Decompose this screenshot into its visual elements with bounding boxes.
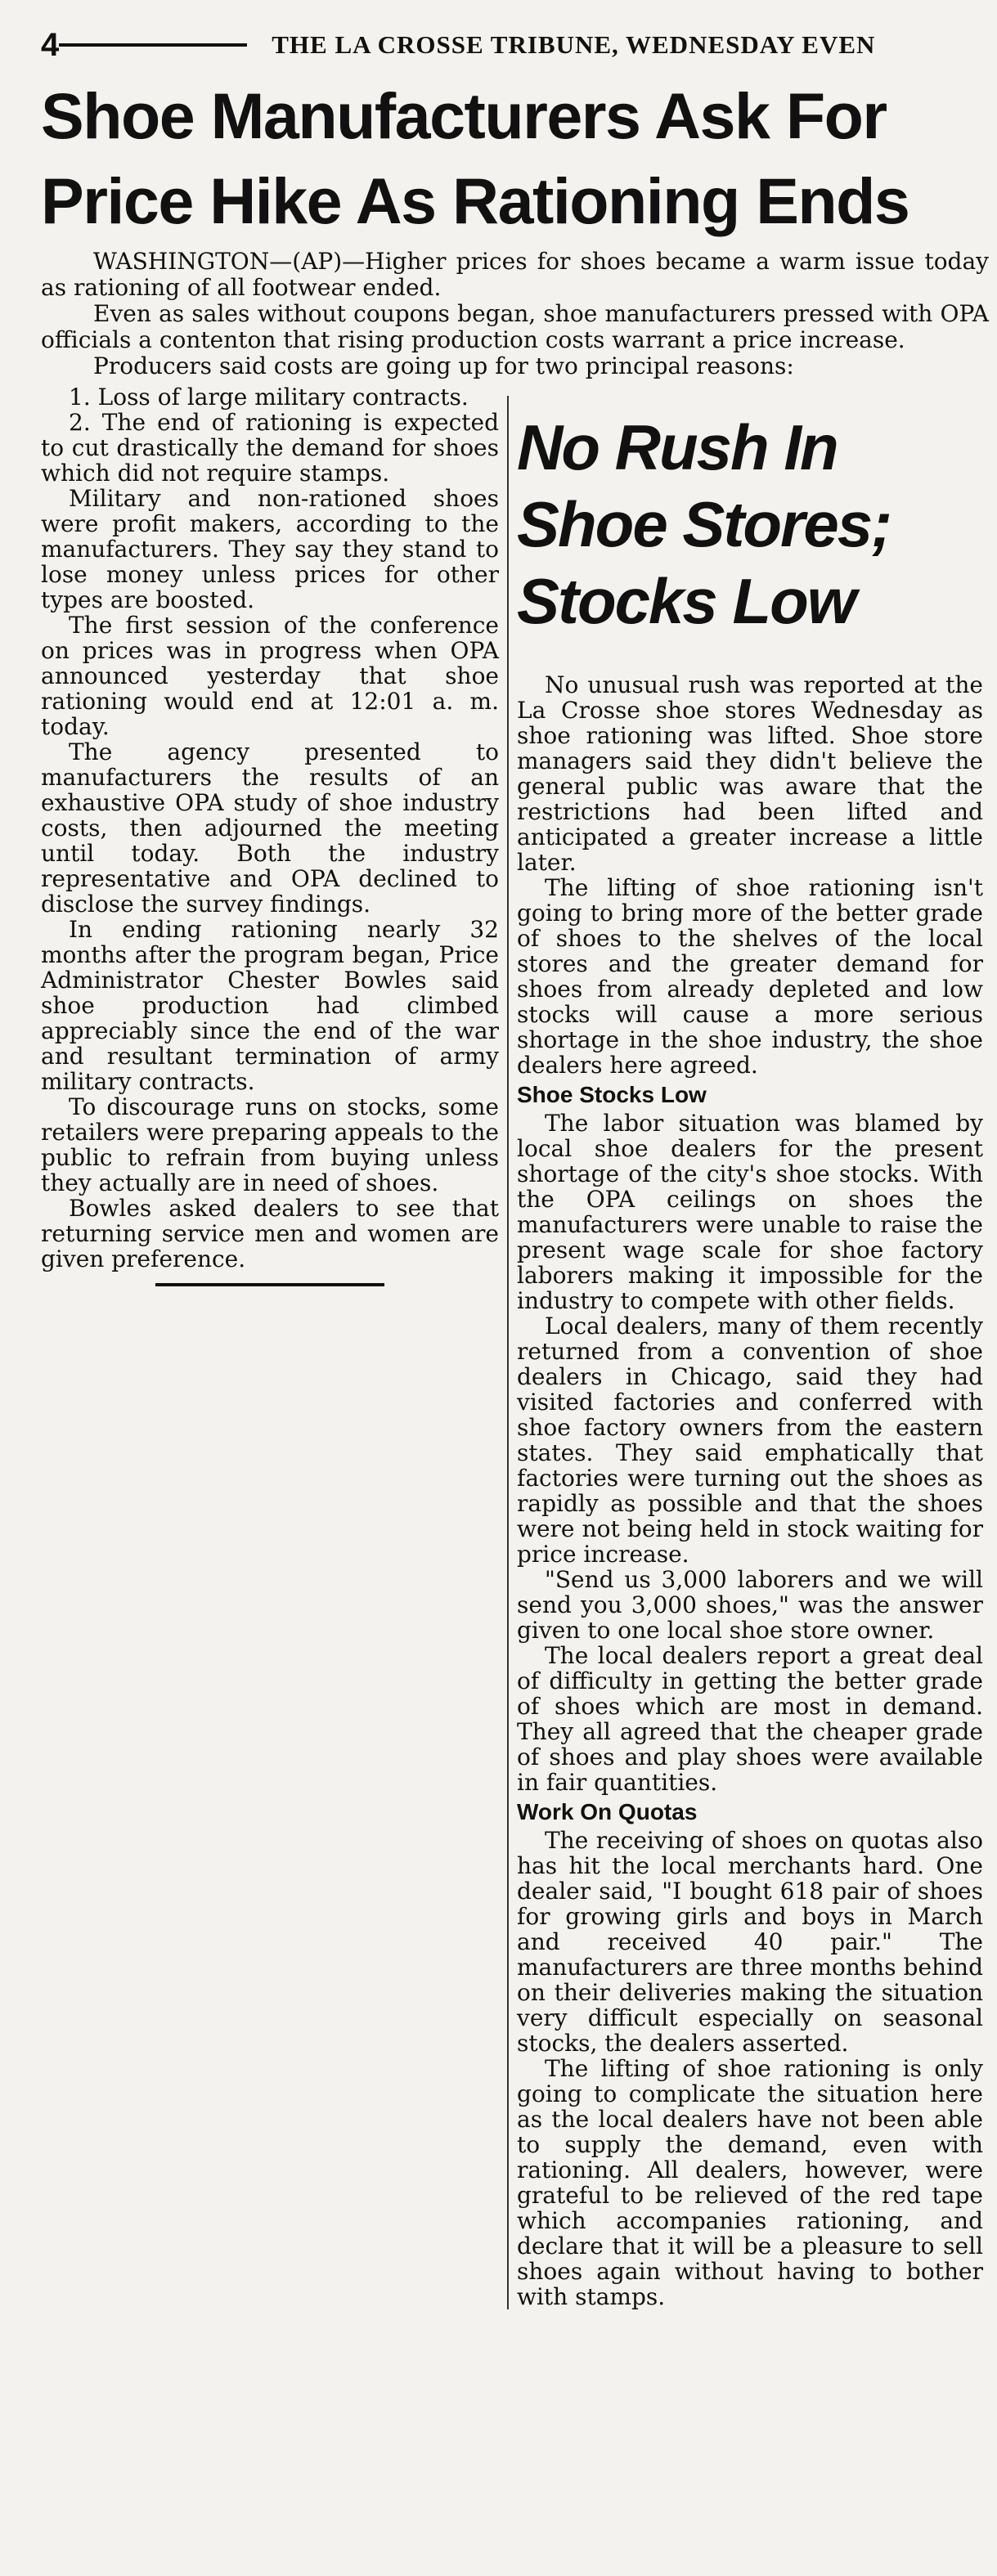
- right-paragraph: Local dealers, many of them recently returned from a convention of shoe dealers in Chicago, said they had visited factories and conferred with shoe factory owners from the eastern states. They said emphatically that factories were turning out the shoes as rapidly as possible and that the shoes were not being held in stock waiting for price increase.: [517, 1313, 983, 1568]
- lead-paragraphs: [41, 249, 989, 379]
- left-paragraph: 2. The end of rationing is expected to cut drastically the demand for shoes which did not require stamps.: [41, 409, 499, 487]
- right-paragraph: The local dealers report a great deal of difficulty in getting the better grade of shoes which are most in demand. They all agreed that the cheaper grade of shoes and play shoes were available in fair quantities.: [517, 1642, 983, 1796]
- right-paragraph: The receiving of shoes on quotas also has hit the local merchants hard. One dealer said, "I bought 618 pair of shoes for growing girls and boys in March and received 40 pair." The manufacturers are three months behind on their deliveries making the situation very difficult especially on seasonal stocks, the dealers asserted.: [517, 1827, 983, 2057]
- right-column: [517, 384, 983, 2309]
- main-headline-line2: Price Hike As Rationing Ends: [41, 164, 909, 237]
- left-column: [41, 384, 499, 2309]
- right-paragraph: "Send us 3,000 laborers and we will send you 3,000 shoes," was the answer given to one local shoe store owner.: [517, 1566, 983, 1644]
- right-paragraph: No unusual rush was reported at the La Crosse shoe stores Wednesday as shoe rationing was lifted. Shoe store managers said they didn't believe the general public was aware that the restrictions had been lifted and anticipated a greater increase a little later.: [517, 671, 983, 876]
- masthead-rule: [59, 43, 247, 47]
- sidebar-headline-line2: Shoe Stores;: [517, 488, 891, 560]
- article-columns: [41, 384, 989, 2309]
- left-paragraph: To discourage runs on stocks, some retailers were preparing appeals to the public to refrain from buying unless they actually are in need of shoes.: [41, 1093, 499, 1196]
- sidebar-headline-line1: No Rush In: [517, 411, 838, 483]
- right-paragraph: The labor situation was blamed by local shoe dealers for the present shortage of the city's shoe stocks. With the OPA ceilings on shoes the manufacturers were unable to raise the present wage scale for shoe factory laborers making it impossible for the industry to compete with other fields.: [517, 1110, 983, 1314]
- left-paragraph: The agency presented to manufacturers the results of an exhaustive OPA study of shoe industry costs, then adjourned the meeting until today. Both the industry representative and OPA declined to disclose the survey findings.: [41, 738, 499, 918]
- paper-name: THE LA CROSSE TRIBUNE, WEDNESDAY EVEN: [272, 30, 876, 59]
- section-head-work-on-quotas: Work On Quotas: [517, 1799, 698, 1824]
- end-rule: [155, 1283, 384, 1286]
- right-paragraph: The lifting of shoe rationing isn't going to bring more of the better grade of shoes to the shelves of the local stores and the greater demand for shoes from already depleted and low stocks will cause a more serious shortage in the shoe industry, the shoe dealers here agreed.: [517, 874, 983, 1079]
- left-paragraph: The first session of the conference on prices was in progress when OPA announced yesterday that shoe rationing would end at 12:01 a. m. today.: [41, 612, 499, 740]
- sidebar-headline-line3: Stocks Low: [517, 565, 856, 637]
- lead-paragraph: Even as sales without coupons began, shoe manufacturers pressed with OPA officials a contenton that rising production costs warrant a price increase.: [41, 300, 989, 353]
- column-divider: [507, 396, 509, 2309]
- left-paragraph: In ending rationing nearly 32 months after the program began, Price Administrator Chester Bowles said shoe production had climbed appreciably since the end of the war and resultant termination of army military contracts.: [41, 916, 499, 1095]
- masthead: [41, 0, 989, 74]
- lead-paragraph: Producers said costs are going up for two principal reasons:: [93, 352, 794, 379]
- page-number: 4: [41, 26, 60, 63]
- main-headline-line1: Shoe Manufacturers Ask For: [41, 79, 887, 152]
- left-paragraph: 1. Loss of large military contracts.: [69, 384, 469, 411]
- section-head-shoe-stocks-low: Shoe Stocks Low: [517, 1082, 707, 1107]
- main-headline: [41, 74, 989, 244]
- right-paragraph: The lifting of shoe rationing is only going to complicate the situation here as the local dealers have not been able to supply the demand, even with rationing. All dealers, however, were grateful to be relieved of the red tape which accompanies rationing, and declare that it will be a pleasure to sell shoes again without having to bother with stamps.: [517, 2055, 983, 2310]
- sidebar-headline: [517, 409, 983, 640]
- lead-paragraph: WASHINGTON—(AP)—Higher prices for shoes became a warm issue today as rationing of all footwear ended.: [41, 248, 989, 301]
- left-paragraph: Bowles asked dealers to see that returning service men and women are given preference.: [41, 1195, 499, 1272]
- left-paragraph: Military and non-rationed shoes were profit makers, according to the manufacturers. They say they stand to lose money unless prices for other types are boosted.: [41, 485, 499, 613]
